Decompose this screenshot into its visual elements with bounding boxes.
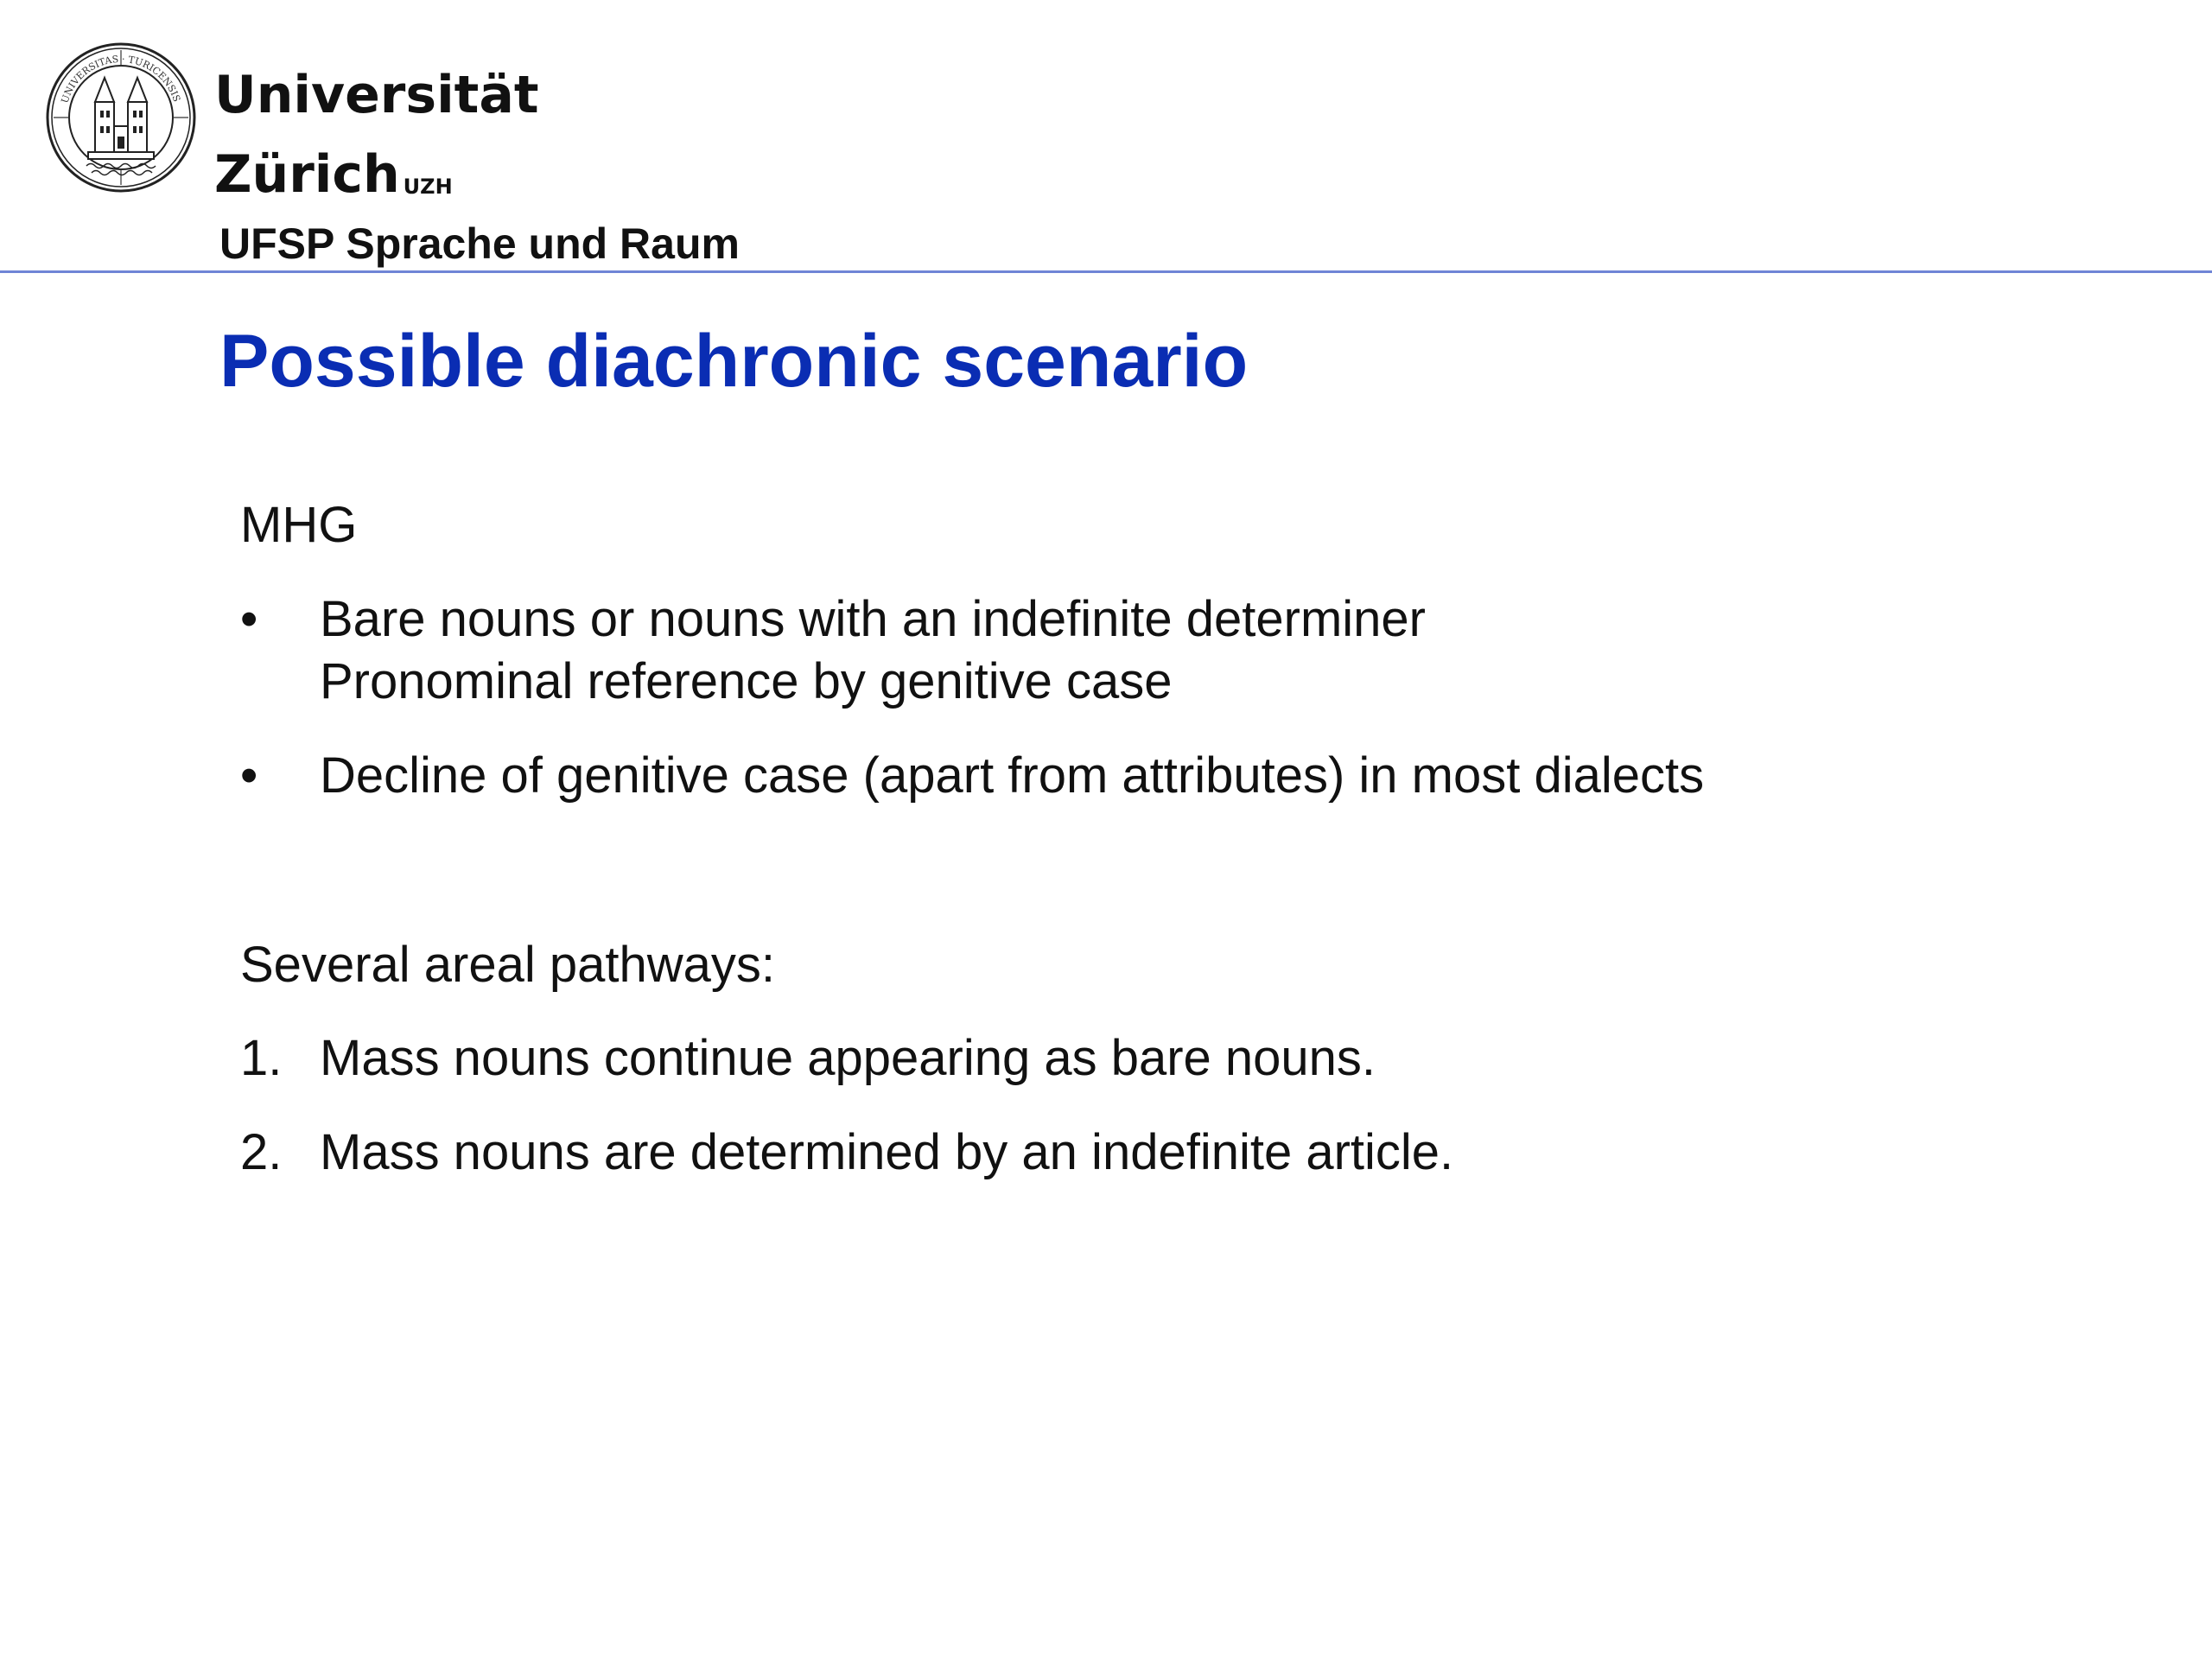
section-heading-pathways: Several areal pathways: — [240, 937, 775, 993]
bullet-item — [320, 588, 1426, 713]
university-name-line1: Universität — [214, 65, 539, 125]
slide-title: Possible diachronic scenario — [219, 320, 1249, 403]
bullet-marker: • — [240, 747, 258, 804]
section-heading-mhg: MHG — [240, 497, 358, 553]
svg-text:UNIVERSITAS · TURICENSIS: UNIVERSITAS · TURICENSIS — [59, 53, 183, 105]
numbered-item: Mass nouns are determined by an indefinite article. — [320, 1124, 1454, 1180]
university-city: Zürich — [214, 144, 400, 205]
institute-name: UFSP Sprache und Raum — [219, 219, 740, 268]
bullet-item — [320, 745, 1704, 807]
university-name-line2 — [214, 135, 539, 214]
bullet-line: Bare nouns or nouns with an indefinite determiner — [320, 591, 1426, 647]
university-seal-icon — [45, 41, 197, 194]
header-divider — [0, 270, 2212, 273]
numbered-marker: 2. — [240, 1124, 283, 1180]
numbered-item: Mass nouns continue appearing as bare nouns. — [320, 1030, 1376, 1086]
bullet-line: Pronominal reference by genitive case — [320, 653, 1173, 709]
university-abbrev: UZH — [403, 175, 453, 199]
bullet-line: Decline of genitive case (apart from attributes) in most dialects — [320, 747, 1705, 804]
bullet-marker: • — [240, 591, 258, 647]
numbered-marker: 1. — [240, 1030, 283, 1086]
university-wordmark — [214, 55, 539, 214]
